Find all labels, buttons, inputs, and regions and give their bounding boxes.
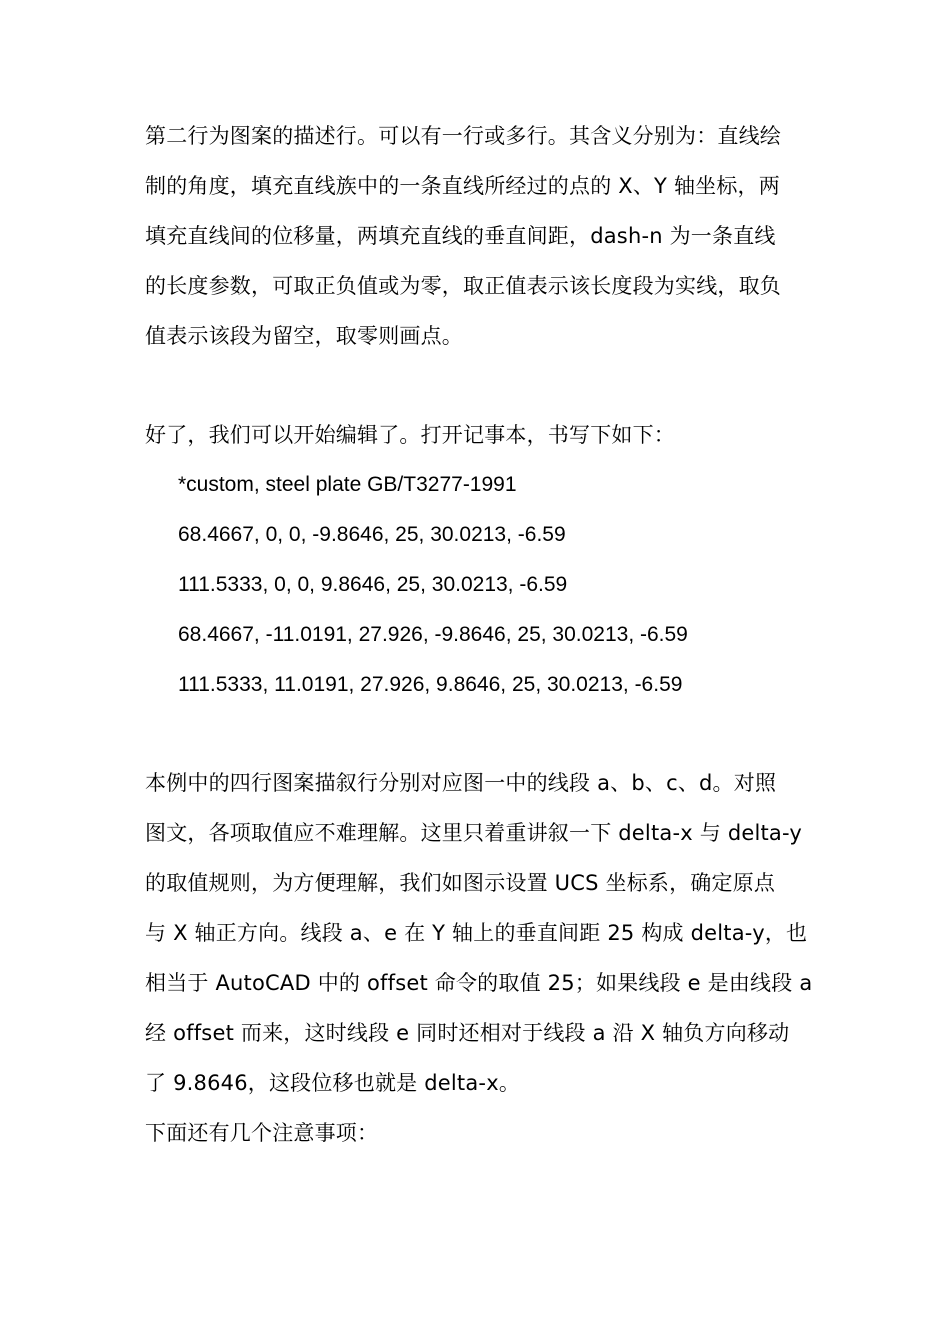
code-line: *custom, steel plate GB/T3277-1991: [178, 473, 517, 496]
paragraph-explanation: [145, 758, 813, 1108]
code-line: 68.4667, 0, 0, -9.8646, 25, 30.0213, -6.59: [178, 523, 566, 546]
text-line: 本例中的四行图案描叙行分别对应图一中的线段 a、b、c、d。对照: [145, 771, 777, 795]
code-line: 111.5333, 0, 0, 9.8646, 25, 30.0213, -6.59: [178, 573, 568, 596]
text-line: 的长度参数，可取正负值或为零，取正值表示该长度段为实线，取负: [145, 274, 781, 298]
text-line: 下面还有几个注意事项：: [145, 1121, 379, 1145]
text-line: 了 9.8646，这段位移也就是 delta-x。: [145, 1071, 521, 1095]
text-line: 图文，各项取值应不难理解。这里只着重讲叙一下 delta-x 与 delta-y: [145, 821, 803, 845]
code-line: 111.5333, 11.0191, 27.926, 9.8646, 25, 30.0213, -6.59: [178, 673, 683, 696]
code-listing: [178, 460, 818, 710]
text-line: 的取值规则，为方便理解，我们如图示设置 UCS 坐标系，确定原点: [145, 871, 776, 895]
paragraph-notes-heading: [145, 1108, 810, 1158]
code-line: 68.4667, -11.0191, 27.926, -9.8646, 25, 30.0213, -6.59: [178, 623, 688, 646]
text-line: 好了，我们可以开始编辑了。打开记事本，书写下如下：: [145, 423, 675, 447]
paragraph-start-editing: [145, 410, 810, 460]
paragraph-pattern-description: [145, 111, 810, 361]
text-line: 与 X 轴正方向。线段 a、e 在 Y 轴上的垂直间距 25 构成 delta-y，也: [145, 921, 808, 945]
text-line: 填充直线间的位移量，两填充直线的垂直间距，dash-n 为一条直线: [145, 224, 776, 248]
text-line: 制的角度，填充直线族中的一条直线所经过的点的 X、Y 轴坐标，两: [145, 174, 780, 198]
text-line: 值表示该段为留空，取零则画点。: [145, 324, 463, 348]
text-line: 相当于 AutoCAD 中的 offset 命令的取值 25；如果线段 e 是由线段 a: [145, 971, 813, 995]
text-line: 经 offset 而来，这时线段 e 同时还相对于线段 a 沿 X 轴负方向移动: [145, 1021, 790, 1045]
text-line: 第二行为图案的描述行。可以有一行或多行。其含义分别为：直线绘: [145, 124, 781, 148]
